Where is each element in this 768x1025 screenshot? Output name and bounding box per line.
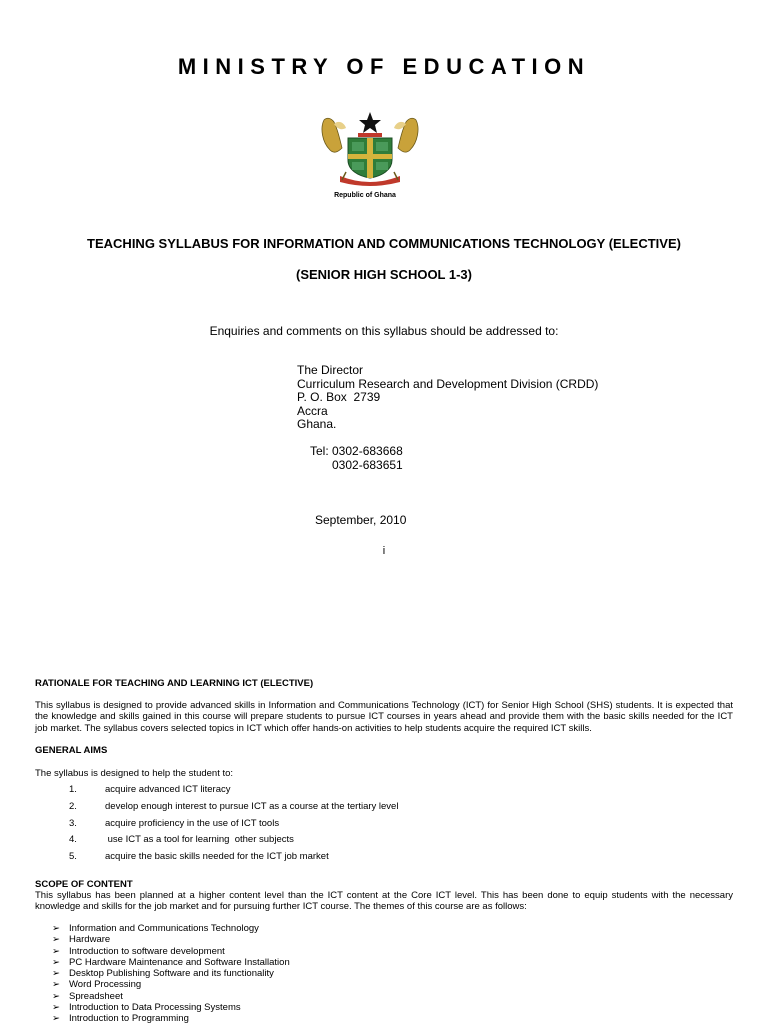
address-line: P. O. Box 2739 <box>297 390 381 404</box>
theme-text: Word Processing <box>69 979 142 991</box>
syllabus-title: TEACHING SYLLABUS FOR INFORMATION AND COMMUNICATIONS TECHNOLOGY (ELECTIVE) <box>87 236 681 251</box>
theme-text: Introduction to Data Processing Systems <box>69 1002 241 1014</box>
page-number: i <box>382 545 386 557</box>
theme-text: Introduction to Programming <box>69 1013 189 1025</box>
theme-text: Introduction to software development <box>69 945 225 957</box>
arrow-bullet-icon: ➢ <box>52 979 60 991</box>
aim-text: acquire advanced ICT literacy <box>105 784 231 795</box>
rationale-heading: RATIONALE FOR TEACHING AND LEARNING ICT (ELECTIVE) <box>35 678 314 689</box>
scope-paragraph: This syllabus has been planned at a higher content level than the ICT content at the Core ICT level. This has been done to equip students with the necessary knowledge and skills for the job market and for pursuing further ICT course. The themes of this course are as follows: <box>35 890 733 913</box>
address-block <box>297 364 598 432</box>
telephone-1: Tel: 0302-683668 <box>310 444 403 458</box>
address-line: Accra <box>297 403 328 418</box>
theme-text: Hardware <box>69 934 111 946</box>
syllabus-subtitle: (SENIOR HIGH SCHOOL 1-3) <box>295 267 472 282</box>
arrow-bullet-icon: ➢ <box>52 968 60 980</box>
crest-caption: Republic of Ghana <box>334 192 396 199</box>
enquiries-text: Enquiries and comments on this syllabus should be addressed to: <box>209 324 559 338</box>
aim-text: acquire the basic skills needed for the ICT job market <box>105 851 329 863</box>
aim-text: use ICT as a tool for learning other subjects <box>105 834 294 846</box>
aims-heading: GENERAL AIMS <box>35 745 108 756</box>
arrow-bullet-icon: ➢ <box>52 1002 60 1014</box>
theme-text: Spreadsheet <box>69 990 123 1002</box>
arrow-bullet-icon: ➢ <box>52 1013 60 1025</box>
theme-text: Desktop Publishing Software and its functionality <box>69 968 274 980</box>
aim-number: 2. <box>69 800 77 812</box>
ghana-coat-of-arms-icon <box>316 108 424 188</box>
aim-number: 4. <box>69 834 77 846</box>
arrow-bullet-icon: ➢ <box>52 956 60 968</box>
aim-text: develop enough interest to pursue ICT as a course at the tertiary level <box>105 800 399 812</box>
theme-text: PC Hardware Maintenance and Software Installation <box>69 956 290 968</box>
scope-heading: SCOPE OF CONTENT <box>35 879 133 890</box>
theme-text: Information and Communications Technology <box>69 923 259 934</box>
publication-date: September, 2010 <box>315 513 407 527</box>
address-line: The Director <box>297 363 364 377</box>
address-line: Curriculum Research and Development Division (CRDD) <box>297 376 599 391</box>
arrow-bullet-icon: ➢ <box>52 945 60 957</box>
address-line: Ghana. <box>297 417 337 431</box>
aim-text: acquire proficiency in the use of ICT tools <box>105 817 280 829</box>
arrow-bullet-icon: ➢ <box>52 934 60 946</box>
arrow-bullet-icon: ➢ <box>52 990 60 1002</box>
aim-number: 1. <box>69 784 77 795</box>
arrow-bullet-icon: ➢ <box>52 923 60 934</box>
rationale-paragraph: This syllabus is designed to provide advanced skills in Information and Communications Technology (ICT) for Senior High School (SHS) students. It is expected that the knowledge and skills gained in this course will prepare students to pursue ICT courses in years ahead and provide them with the basic skills needed for the ICT job market. The syllabus covers selected topics in ICT which offer hands-on activities to help students acquire the required ICT skills. <box>35 700 733 734</box>
aim-number: 3. <box>69 817 77 829</box>
aim-number: 5. <box>69 851 77 863</box>
ministry-heading: MINISTRY OF EDUCATION <box>177 54 591 79</box>
telephone-block <box>310 444 403 472</box>
aims-intro: The syllabus is designed to help the student to: <box>35 768 234 779</box>
telephone-2: 0302-683651 <box>332 458 403 472</box>
